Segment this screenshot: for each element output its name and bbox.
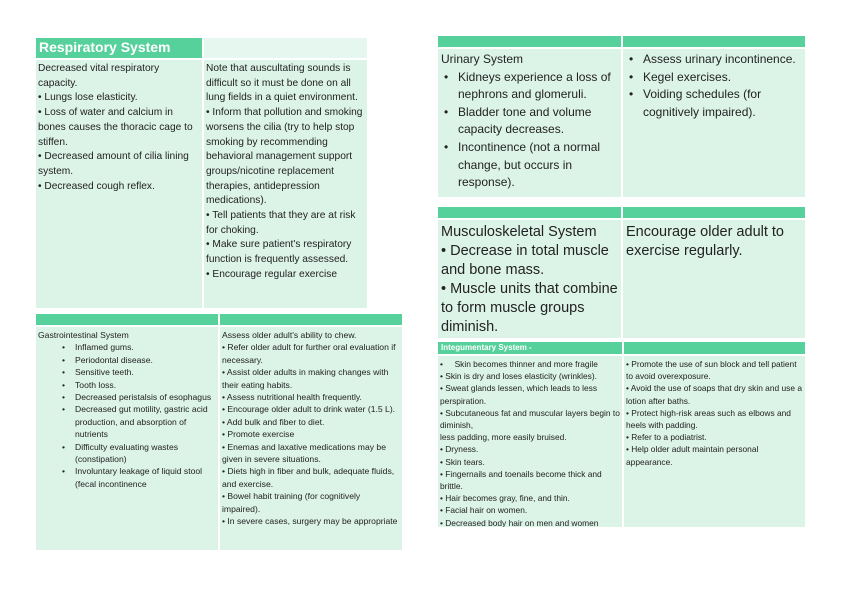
text-line: • Enemas and laxative medications may be given in severe situations.	[222, 441, 386, 465]
text-line: • Decreased body hair on men and women	[440, 517, 599, 527]
respiratory-table	[36, 38, 367, 308]
text-line: • Encourage regular exercise	[206, 268, 337, 280]
text-line: less padding, more easily bruised.	[440, 432, 567, 443]
text-line: • Skin tears.	[440, 456, 485, 467]
gastrointestinal-interventions	[220, 327, 402, 550]
list-item: • Difficulty evaluating wastes (constipation)	[38, 441, 216, 466]
text-line: • Facial hair on women.	[440, 505, 528, 516]
text-line: • Decrease in total muscle and bone mass.	[441, 243, 609, 278]
list-item: • Involuntary leakage of liquid stool (fecal incontinence	[38, 465, 216, 490]
musculoskeletal-interventions	[623, 220, 805, 338]
text-line: • Decreased cough reflex.	[38, 180, 155, 192]
integumentary-interventions	[624, 356, 805, 527]
header-cell	[204, 38, 367, 58]
text-line: • Refer to a podiatrist.	[626, 432, 707, 443]
list-item: • Sensitive teeth.	[38, 366, 216, 378]
gastrointestinal-title: Gastrointestinal System	[38, 330, 129, 340]
header-cell	[438, 207, 621, 218]
list-item: • Voiding schedules (for cognitively impaired).	[626, 86, 802, 121]
list-item: • Periodontal disease.	[38, 354, 216, 366]
header-cell	[220, 314, 402, 325]
list-item: • Kegel exercises.	[626, 69, 802, 87]
text-line: • Avoid the use of soaps that dry skin and use a lotion after baths.	[626, 383, 802, 406]
list-item: • Tooth loss.	[38, 379, 216, 391]
list-item: • Kidneys experience a loss of nephrons and glomeruli.	[441, 69, 618, 104]
integumentary-title: Integumentary System -	[438, 342, 622, 354]
respiratory-interventions	[204, 60, 367, 308]
text-line: Decreased vital respiratory capacity.	[38, 63, 160, 89]
text-line: • Promote the use of sun block and tell patient to avoid overexposure.	[626, 359, 797, 382]
text-line: • Help older adult maintain personal appearance.	[626, 444, 759, 467]
text-line: • Make sure patient's respiratory function is frequently assessed.	[206, 239, 352, 266]
text-line: • Encourage older adult to drink water (1.5 L).	[222, 404, 396, 415]
text-line: • Diets high in fiber and bulk, adequate fluids, and exercise.	[222, 466, 395, 489]
list-item: • Assess urinary incontinence.	[626, 51, 802, 69]
respiratory-title: Respiratory System	[36, 38, 202, 58]
header-cell	[624, 342, 805, 354]
urinary-table	[438, 36, 805, 197]
text-line: • In severe cases, surgery may be appropriate	[222, 516, 398, 527]
text-line: • Assist older adults in making changes with their eating habits.	[222, 367, 389, 390]
gastrointestinal-table	[36, 314, 402, 550]
musculoskeletal-title: Musculoskeletal System	[441, 224, 597, 240]
musculoskeletal-table	[438, 207, 805, 338]
text-line: • Loss of water and calcium in bones causes the thoracic cage to stiffen.	[38, 107, 193, 148]
urinary-title: Urinary System	[441, 52, 524, 66]
text-line: • Bowel habit training (for cognitively impaired).	[222, 491, 361, 514]
respiratory-changes	[36, 60, 202, 308]
list-item: • Decreased peristalsis of esophagus	[38, 391, 216, 403]
list-item: • Decreased gut motility, gastric acid production, and absorption of nutrients	[38, 403, 216, 440]
list-item: • Bladder tone and volume capacity decreases.	[441, 104, 618, 139]
text-line: • Add bulk and fiber to diet.	[222, 416, 325, 427]
text-line: • Protect high-risk areas such as elbows and heels with padding.	[626, 407, 791, 431]
integumentary-table	[438, 342, 805, 527]
header-cell	[623, 36, 805, 47]
text-line: Assess older adult's ability to chew.	[222, 330, 357, 340]
text-line: • Refer older adult for further oral evaluation if necessary.	[222, 342, 396, 365]
text-line: • Inform that pollution and smoking worsens the cilia (try to help stop smoking by recommending behavioral management support groups/nicotine replacement therapies, antidepression medications).	[206, 107, 363, 207]
musculoskeletal-changes	[438, 220, 621, 338]
header-cell	[438, 36, 621, 47]
list-item: • Inflamed gums.	[38, 341, 216, 353]
text-line: • Subcutaneous fat and muscular layers begin to diminish,	[440, 407, 620, 431]
text-line: • Promote exercise	[222, 429, 295, 440]
text-line: • Skin is dry and loses elasticity (wrinkles).	[440, 371, 597, 382]
header-cell	[623, 207, 805, 218]
text-line: • Lungs lose elasticity.	[38, 92, 138, 104]
text-line: • Muscle units that combine to form muscle groups diminish.	[441, 281, 618, 335]
text-line: • Assess nutritional health frequently.	[222, 392, 362, 403]
text-line: • Tell patients that they are at risk for choking.	[206, 210, 356, 236]
header-cell	[36, 314, 218, 325]
text-line: • Fingernails and toenails become thick and brittle.	[440, 468, 602, 492]
text-line: • Hair becomes gray, fine, and thin.	[440, 493, 570, 504]
list-item: • Incontinence (not a normal change, but occurs in response).	[441, 139, 618, 192]
text-line: • Decreased amount of cilia lining system.	[38, 151, 189, 177]
urinary-changes	[438, 49, 621, 197]
text-line: Note that auscultating sounds is difficult so it must be done on all lung fields in a quiet environment.	[206, 63, 358, 104]
integumentary-changes	[438, 356, 622, 527]
text-line: • Sweat glands lessen, which leads to less perspiration.	[440, 383, 598, 406]
urinary-interventions	[623, 49, 805, 197]
text-line: Encourage older adult to exercise regularly.	[626, 224, 784, 259]
text-line: • Dryness.	[440, 444, 479, 455]
text-line: • Skin becomes thinner and more fragile	[440, 359, 598, 369]
gastrointestinal-changes	[36, 327, 218, 550]
